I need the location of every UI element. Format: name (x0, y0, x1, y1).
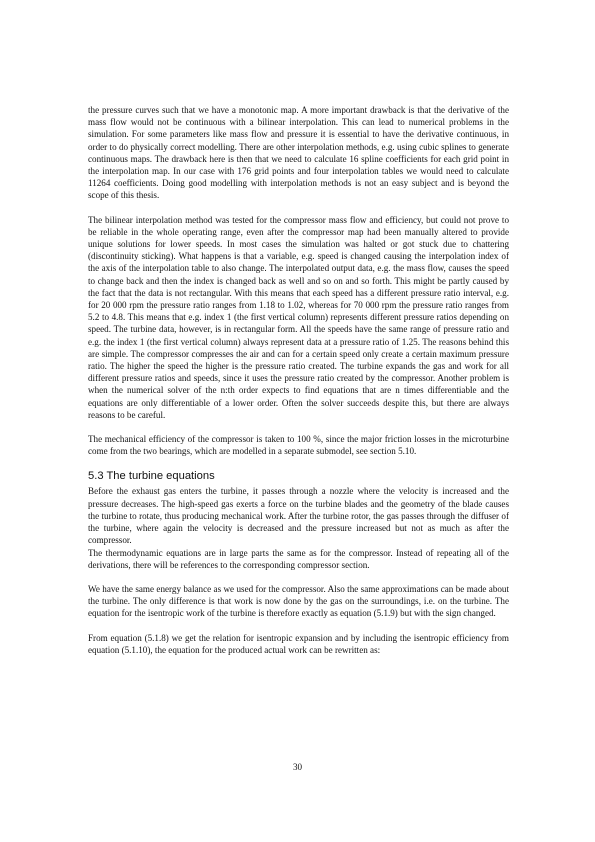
page-body (88, 104, 509, 668)
section-heading: 5.3 The turbine equations (88, 470, 215, 483)
paragraph-isentropic-expansion: From equation (5.1.8) we get the relation for isentropic expansion and by including the isentropic efficiency from equation (5.1.10), the equation for the produced actual work can be rewritten as: (88, 632, 509, 655)
paragraph-thermodynamic-equations: The thermodynamic equations are in large parts the same as for the compressor. Instead of repeating all of the derivations, there will be references to the corresponding compressor section. (88, 547, 509, 570)
paragraph-turbine-intro: Before the exhaust gas enters the turbine, it passes through a nozzle where the velocity is increased and the pressure decreases. The high-speed gas exerts a force on the turbine blades and the geometry of the blade causes the turbine to rotate, thus producing mechanical work. After the turbine rotor, the gas passes through the diffuser of the turbine, where again the velocity is decreased and the pressure increased but not as much as after the compressor. (88, 486, 509, 546)
paragraph-interpolation-drawback: the pressure curves such that we have a monotonic map. A more important drawback is that the derivative of the mass flow would not be continuous with a bilinear interpolation. This can lead to numerical problems in the simulation. For some parameters like mass flow and pressure it is essential to have the derivative continuous, in order to do physically correct modelling. There are other interpolation methods, e.g. using cubic splines to generate continuous maps. The drawback here is then that we need to calculate 16 spline coefficients for each grid point in the interpolation map. In our case with 176 grid points and four interpolation tables we would need to calculate 11264 coefficients. Doing good modelling with interpolation methods is not an easy subject and is beyond the scope of this thesis. (88, 105, 509, 201)
paragraph-mechanical-efficiency: The mechanical efficiency of the compressor is taken to 100 %, since the major friction losses in the microturbine come from the two bearings, which are modelled in a separate submodel, see section 5.10. (88, 434, 509, 457)
paragraph-energy-balance: We have the same energy balance as we used for the compressor. Also the same approximations can be made about the turbine. The only difference is that work is now done by the gas on the surroundings, i.e. on the turbine. The equation for the isentropic work of the turbine is therefore exactly as equation (5.1.9) but with the sign changed. (88, 583, 509, 619)
paragraph-bilinear-interpolation: The bilinear interpolation method was tested for the compressor mass flow and efficiency, but could not prove to be reliable in the whole operating range, even after the compressor map had been manually altered to provide unique solutions for lower speeds. In most cases the simulation was halted or got stuck due to chattering (discontinuity sticking). What happens is that a variable, e.g. speed is changed causing the interpolation index of the axis of the interpolation table to also change. The interpolated output data, e.g. the mass flow, causes the speed to change back and then the index is changed back as well and so on and so forth. This might be partly caused by the fact that the data is not rectangular. With this means that each speed has a different pressure ratio interval, e.g. for 20 000 rpm the pressure ratio ranges from 1.18 to 1.02, whereas for 70 000 rpm the pressure ratio ranges from 5.2 to 4.8. This means that e.g. index 1 (the first vertical column) represents different pressure ratios depending on speed. The turbine data, however, is in rectangular form. All the speeds have the same range of pressure ratio and e.g. the index 1 (the first vertical column) always represent data at a pressure ratio of 1.25. The reasons behind this are simple. The compressor compresses the air and can for a certain speed only create a certain maximum pressure ratio. The higher the speed the higher is the pressure ratio created. The turbine expands the gas and work for all different pressure ratios and speeds, since it uses the pressure ratio created by the compressor. Another problem is when the numerical solver of the n:th order expects to find equations that are n times differentiable and the equations are only differentiable of a lower order. Often the solver succeeds despite this, but there are always reasons to be careful. (88, 214, 509, 420)
page-number: 30 (292, 762, 303, 772)
